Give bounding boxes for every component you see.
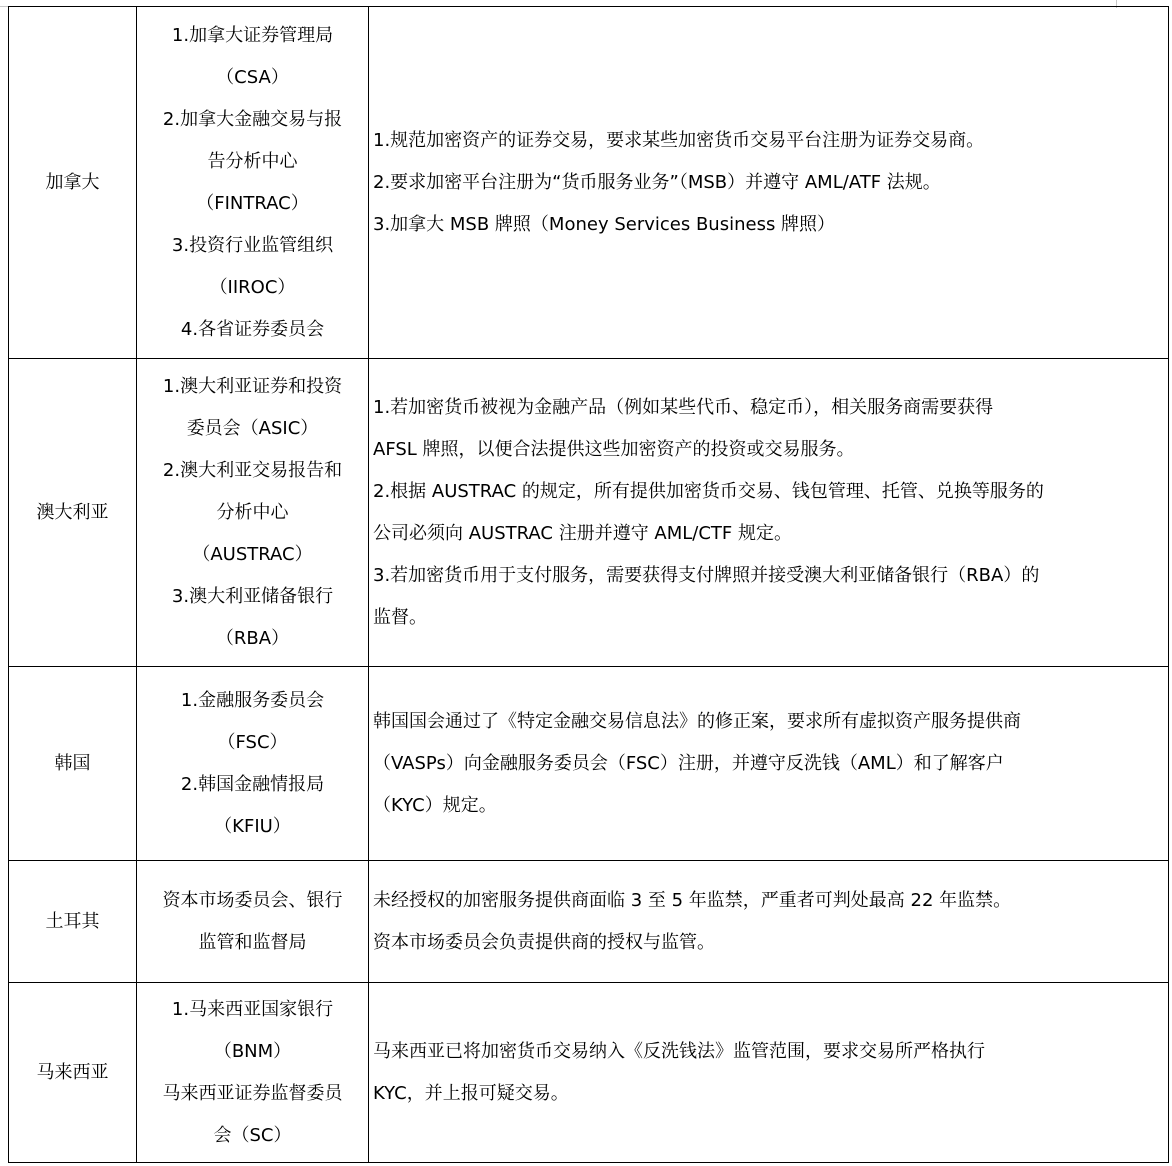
agency-line: （BNM） xyxy=(213,1040,292,1062)
country-cell xyxy=(9,7,137,359)
agency-line: 委员会（ASIC） xyxy=(186,417,319,439)
detail-line: （KYC）规定。 xyxy=(373,794,497,816)
agency-line: 3.投资行业监管组织 xyxy=(171,234,334,256)
agency-line: 会（SC） xyxy=(213,1124,292,1146)
agency-line: 马来西亚证券监督委员 xyxy=(162,1082,343,1104)
detail-cell xyxy=(369,667,1169,861)
detail-line: 韩国国会通过了《特定金融交易信息法》的修正案，要求所有虚拟资产服务提供商 xyxy=(373,710,1021,732)
agency-cell xyxy=(137,861,369,983)
agency-cell xyxy=(137,7,369,359)
detail-line: 1.若加密货币被视为金融产品（例如某些代币、稳定币），相关服务商需要获得 xyxy=(373,396,994,418)
agency-cell xyxy=(137,359,369,667)
country-cell xyxy=(9,359,137,667)
agency-line: 告分析中心 xyxy=(207,150,298,172)
detail-line: （VASPs）向金融服务委员会（FSC）注册，并遵守反洗钱（AML）和了解客户 xyxy=(373,752,1004,774)
country-name: 澳大利亚 xyxy=(36,501,109,523)
country-cell xyxy=(9,667,137,861)
agency-line: 3.澳大利亚储备银行 xyxy=(171,585,334,607)
agency-cell xyxy=(137,983,369,1163)
agency-line: （RBA） xyxy=(215,627,290,649)
detail-cell xyxy=(369,7,1169,359)
detail-line: 马来西亚已将加密货币交易纳入《反洗钱法》监管范围，要求交易所严格执行 xyxy=(373,1040,985,1062)
country-name: 韩国 xyxy=(54,752,91,774)
agency-cell xyxy=(137,667,369,861)
table-row xyxy=(9,7,1169,359)
country-cell xyxy=(9,861,137,983)
detail-line: 1.规范加密资产的证券交易，要求某些加密货币交易平台注册为证券交易商。 xyxy=(373,129,985,151)
agency-line: 分析中心 xyxy=(216,501,289,523)
country-name: 加拿大 xyxy=(45,171,100,193)
agency-line: （CSA） xyxy=(216,66,289,88)
table-row xyxy=(9,861,1169,983)
detail-line: AFSL 牌照，以便合法提供这些加密资产的投资或交易服务。 xyxy=(373,438,855,460)
country-name: 马来西亚 xyxy=(36,1061,109,1083)
agency-line: 2.加拿大金融交易与报 xyxy=(162,108,343,130)
agency-line: （KFIU） xyxy=(214,815,291,837)
agency-line: （FSC） xyxy=(217,731,288,753)
regulation-table xyxy=(8,6,1169,1163)
detail-line: 2.根据 AUSTRAC 的规定，所有提供加密货币交易、钱包管理、托管、兑换等服务的 xyxy=(373,480,1044,502)
detail-cell xyxy=(369,359,1169,667)
agency-line: 2.韩国金融情报局 xyxy=(180,773,325,795)
detail-line: 资本市场委员会负责提供商的授权与监管。 xyxy=(373,931,715,953)
agency-line: 1.金融服务委员会 xyxy=(180,689,325,711)
agency-line: 监管和监督局 xyxy=(198,931,307,953)
detail-cell xyxy=(369,861,1169,983)
agency-line: （FINTRAC） xyxy=(196,192,309,214)
detail-line: 未经授权的加密服务提供商面临 3 至 5 年监禁，严重者可判处最高 22 年监禁。 xyxy=(373,889,1012,911)
detail-line: 3.加拿大 MSB 牌照（Money Services Business 牌照） xyxy=(373,213,836,235)
detail-line: 监督。 xyxy=(373,606,427,628)
detail-line: 2.要求加密平台注册为“货币服务业务”（MSB）并遵守 AML/ATF 法规。 xyxy=(373,171,941,193)
agency-line: 1.马来西亚国家银行 xyxy=(171,998,334,1020)
agency-line: 资本市场委员会、银行 xyxy=(162,889,343,911)
country-cell xyxy=(9,983,137,1163)
detail-line: KYC，并上报可疑交易。 xyxy=(373,1082,569,1104)
agency-line: 1.加拿大证券管理局 xyxy=(171,24,334,46)
table-row xyxy=(9,667,1169,861)
table-row xyxy=(9,983,1169,1163)
detail-cell xyxy=(369,983,1169,1163)
detail-line: 公司必须向 AUSTRAC 注册并遵守 AML/CTF 规定。 xyxy=(373,522,792,544)
table-row xyxy=(9,359,1169,667)
country-name: 土耳其 xyxy=(45,910,100,932)
agency-line: 2.澳大利亚交易报告和 xyxy=(162,459,343,481)
agency-line: 4.各省证券委员会 xyxy=(180,318,325,340)
agency-line: 1.澳大利亚证券和投资 xyxy=(162,375,343,397)
agency-line: （IIROC） xyxy=(209,276,296,298)
agency-line: （AUSTRAC） xyxy=(192,543,313,565)
detail-line: 3.若加密货币用于支付服务，需要获得支付牌照并接受澳大利亚储备银行（RBA）的 xyxy=(373,564,1040,586)
